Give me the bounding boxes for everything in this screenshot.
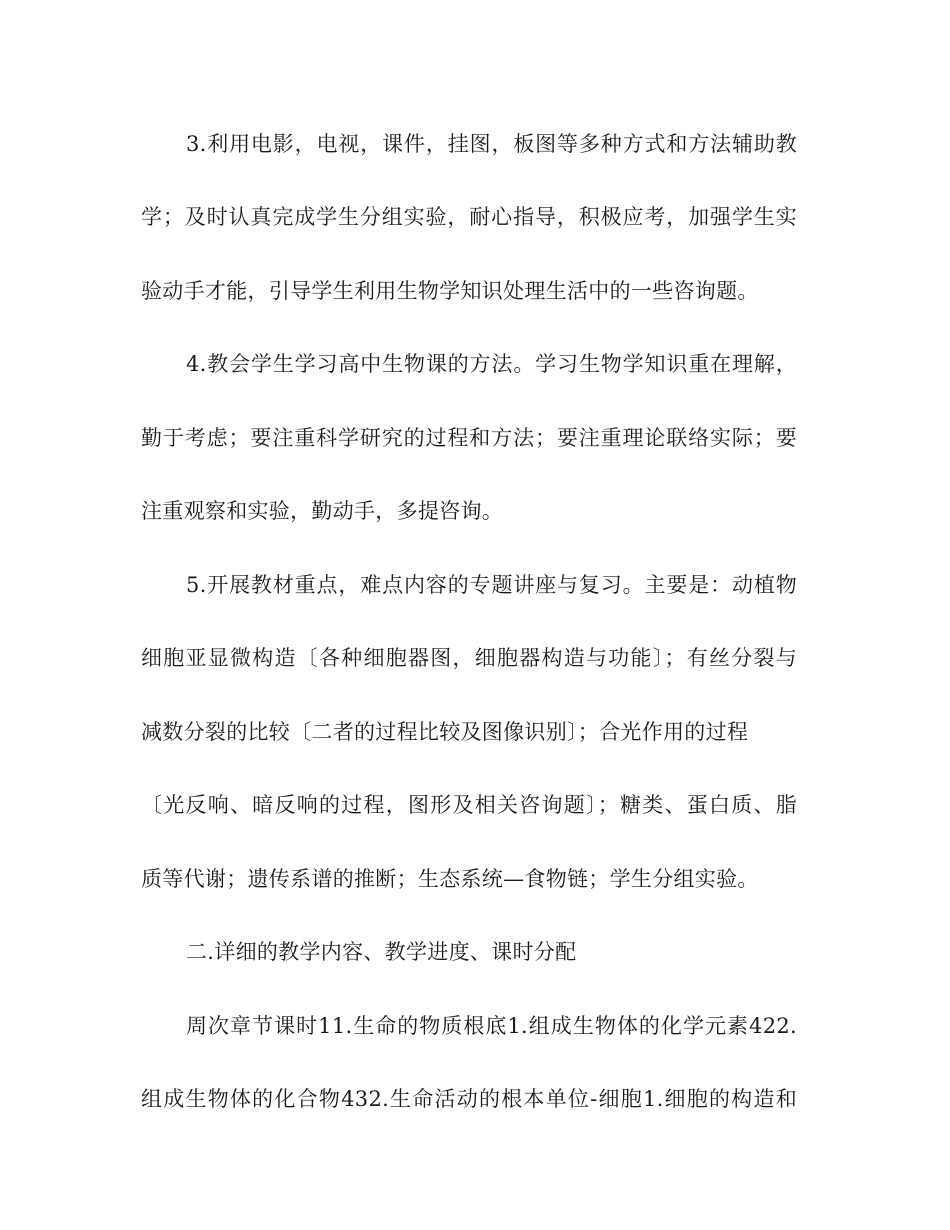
paragraph-4-line-3: 注重观察和实验，勤动手，多提咨询。	[141, 499, 504, 523]
paragraph-4-line-1: 4.教会学生学习高中生物课的方法。学习生物学知识重在理解，	[186, 352, 797, 376]
schedule-line-1: 周次章节课时11.生命的物质根底1.组成生物体的化学元素422.	[186, 1014, 797, 1038]
paragraph-4-line-2: 勤于考虑；要注重科学研究的过程和方法；要注重理论联络实际；要	[141, 426, 797, 450]
paragraph-5-line-3: 减数分裂的比较〔二者的过程比较及图像识别〕；合光作用的过程	[141, 720, 749, 744]
paragraph-5-line-5: 质等代谢；遗传系谱的推断；生态系统—食物链；学生分组实验。	[141, 867, 759, 891]
schedule-line-2: 组成生物体的化合物432.生命活动的根本单位-细胞1.细胞的构造和	[141, 1087, 797, 1111]
paragraph-5-line-2: 细胞亚显微构造〔各种细胞器图，细胞器构造与功能〕；有丝分裂与	[141, 646, 797, 670]
paragraph-3-line-3: 验动手才能，引导学生利用生物学知识处理生活中的一些咨询题。	[141, 279, 759, 303]
paragraph-5-line-4: 〔光反响、暗反响的过程，图形及相关咨询题〕；糖类、蛋白质、脂	[141, 793, 797, 817]
paragraph-5-line-1: 5.开展教材重点，难点内容的专题讲座与复习。主要是：动植物	[186, 573, 797, 597]
section-heading: 二.详细的教学内容、教学进度、课时分配	[186, 940, 577, 964]
paragraph-3-line-1: 3.利用电影，电视，课件，挂图，板图等多种方式和方法辅助教	[186, 132, 797, 156]
paragraph-3-line-2: 学；及时认真完成学生分组实验，耐心指导，积极应考，加强学生实	[141, 205, 797, 229]
